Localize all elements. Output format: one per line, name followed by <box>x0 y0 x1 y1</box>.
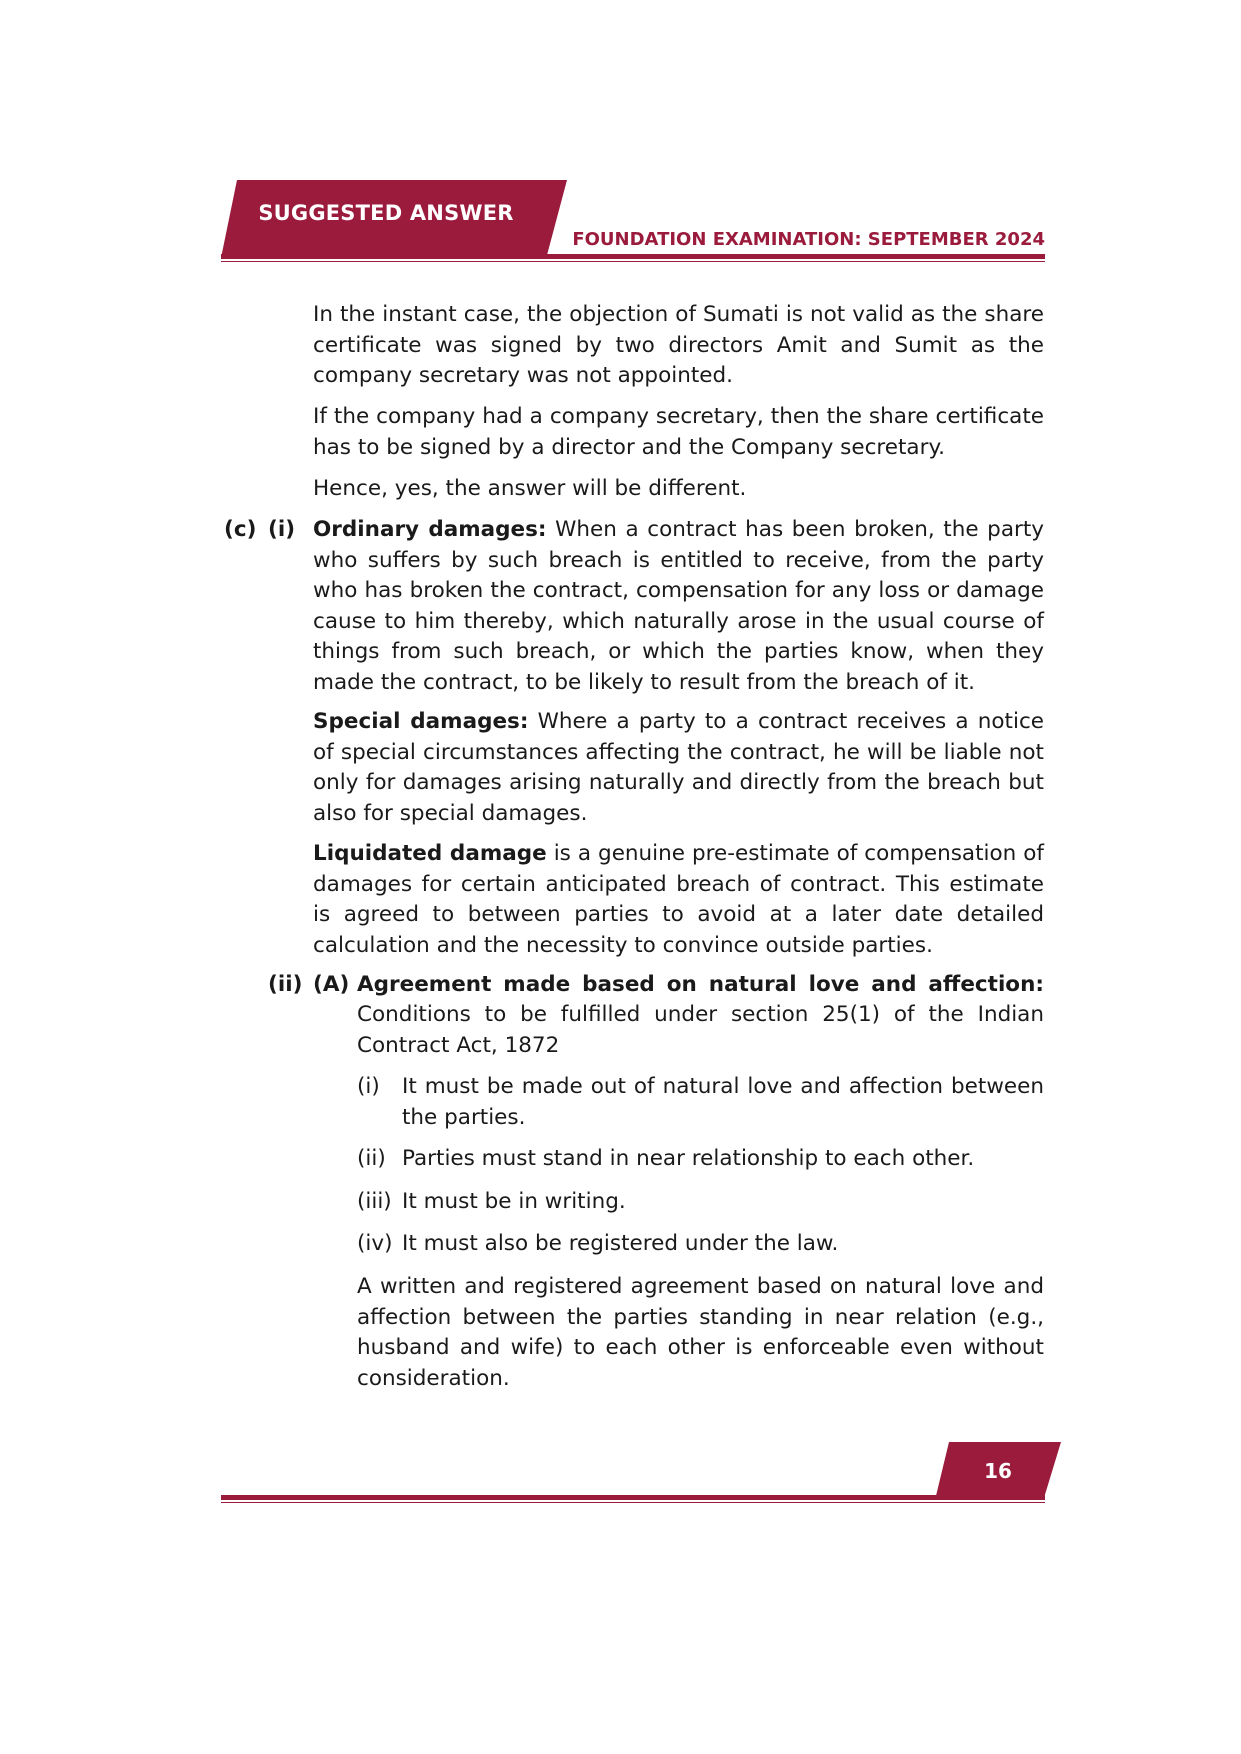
header-rule-thin <box>221 261 1045 262</box>
sub-a-intro: Conditions to be fulfilled under section 25(1) of the Indian Contract Act, 1872 <box>357 1002 1044 1058</box>
sub-a-label: (A) <box>313 972 350 997</box>
header-tab-label: SUGGESTED ANSWER <box>258 201 514 225</box>
condition-number: (iii) <box>357 1189 392 1214</box>
condition-text: It must be in writing. <box>402 1189 626 1214</box>
footer-rule <box>221 1495 1045 1500</box>
ordinary-damages-text: When a contract has been broken, the party who suffers by such breach is entitled to receive, from the party who has broken the contract, compensation for any loss or damage cause to him thereby, which naturally arose in the usual course of things from such breach, or which the parties know, when they made the contract, to be likely to result from the breach of it. <box>313 517 1044 695</box>
liquidated-damage-text: is a genuine pre-estimate of compensation of damages for certain anticipated breach of contract. This estimate is agreed to between parties to avoid at a later date detailed calculation and the necessity to convince outside parties. <box>313 841 1044 958</box>
page-number: 16 <box>984 1459 1012 1483</box>
special-damages-text: Where a party to a contract receives a notice of special circumstances affecting the contract, he will be liable not only for damages arising naturally and directly from the breach but also for special damages. <box>313 709 1044 826</box>
sub-a-heading: Agreement made based on natural love and affection: <box>357 972 1044 997</box>
intro-paragraph-3: Hence, yes, the answer will be different. <box>313 476 747 501</box>
condition-text: It must be made out of natural love and affection between the parties. <box>402 1074 1044 1130</box>
part-i-label: (i) <box>268 517 296 542</box>
special-damages-term: Special damages: <box>313 709 529 734</box>
ordinary-damages-paragraph <box>313 515 1044 698</box>
liquidated-damage-paragraph <box>313 839 1044 961</box>
condition-number: (ii) <box>357 1146 386 1171</box>
condition-number: (i) <box>357 1074 380 1099</box>
intro-paragraph-2: If the company had a company secretary, then the share certificate has to be signed by a director and the Company secretary. <box>313 404 1044 460</box>
part-ii-label: (ii) <box>268 972 303 997</box>
section-c-label: (c) <box>224 517 257 542</box>
condition-number: (iv) <box>357 1231 393 1256</box>
intro-paragraph-1: In the instant case, the objection of Sumati is not valid as the share certificate was signed by two directors Amit and Sumit as the company secretary was not appointed. <box>313 302 1044 388</box>
liquidated-damage-term: Liquidated damage <box>313 841 547 866</box>
sub-a-conclusion: A written and registered agreement based on natural love and affection between the parties standing in near relation (e.g., husband and wife) to each other is enforceable even without consideration. <box>357 1274 1044 1391</box>
condition-text: It must also be registered under the law. <box>402 1231 839 1256</box>
ordinary-damages-term: Ordinary damages: <box>313 517 547 542</box>
footer-rule-thin <box>221 1502 1045 1503</box>
special-damages-paragraph <box>313 707 1044 829</box>
exam-title: FOUNDATION EXAMINATION: SEPTEMBER 2024 <box>572 229 1045 250</box>
condition-text: Parties must stand in near relationship to each other. <box>402 1146 975 1171</box>
header-rule <box>221 254 1045 259</box>
